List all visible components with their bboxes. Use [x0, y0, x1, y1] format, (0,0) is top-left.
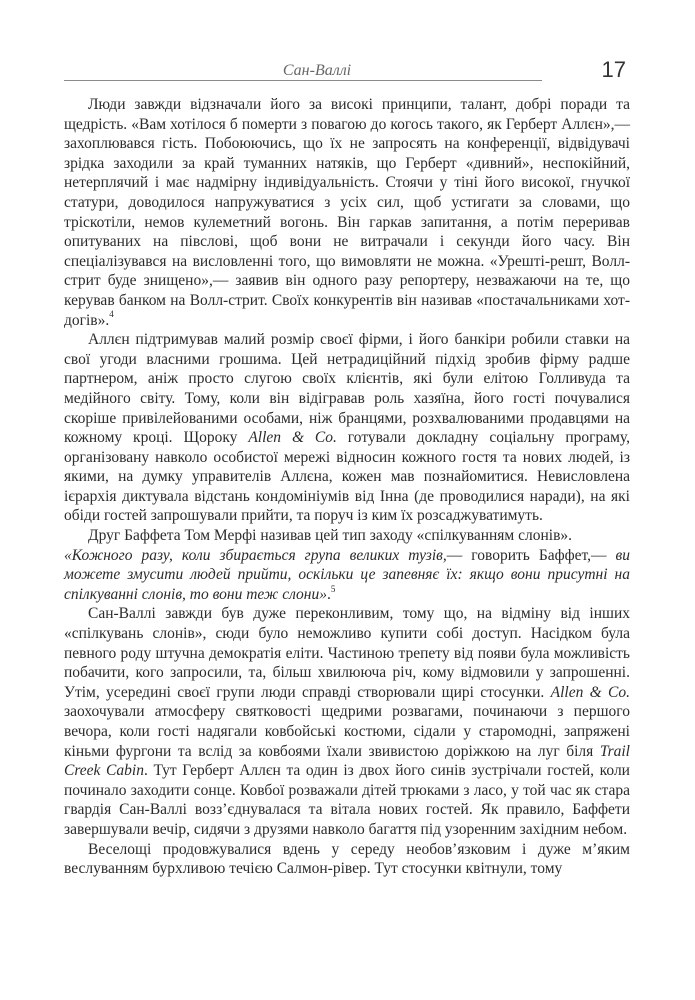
header-rule [64, 80, 542, 81]
italic-text: «Кожного разу, коли збирається група великих тузів, [64, 546, 447, 564]
italic-text: ви можете змусити людей прийти, оскільки це запевняє їх: якщо вони присутні на спілкуванні слонів, то вони теж слони» [64, 546, 630, 603]
text-run: Веселощі продовжувалися вдень у середу необов’язковим і дуже м’яким веслуванням бурхливою течією Салмон-рівер. Тут стосунки квітнули, тому [64, 840, 630, 878]
running-title: Сан-Валлі [282, 62, 352, 79]
footnote-ref: 5 [330, 583, 336, 594]
paragraph [64, 546, 630, 605]
text-run: . Тут Герберт Аллєн та один із двох його синів зустрічали гостей, коли починало заходити сонце. Ковбої розважали дітей трюками з ласо, у той час як стара гвардія Сан-Валлі возз’єднувалася та вітала нових гостей. Як правило, Баффети завершували вечір, сидячи з друзями навколо багаття під узоренним західним небом. [64, 762, 630, 838]
page-number: 17 [601, 57, 626, 82]
paragraph [64, 526, 630, 546]
text-run: . [326, 585, 331, 603]
body-text [64, 95, 630, 879]
paragraph [64, 330, 630, 526]
italic-text: Trail Creek Cabin [64, 742, 630, 780]
text-run: Друг Баффета Том Мерфі називав цей тип заходу «спілкуванням слонів». [88, 527, 573, 545]
text-run: готували докладну соціальну програму, організовану навколо особистої мережі відносин кожного гостя та нових людей, із якими, на думку управителів Аллєна, кожен мав познайомитися. Невисловлена ієрархія диктувала відстань кондомініумів від Інна (де проводилися наради), на які обіди гостей запрошували прийти, та поруч із ким їх розсаджуватимуть. [64, 429, 631, 525]
running-head [64, 0, 630, 80]
text-run: Сан-Валлі завжди був дуже переконливим, тому що, на відміну від інших «спілкувань слонів», сюди було неможливо купити собі доступ. Насідком була певного роду штучна демократія еліти. Частиною трепету від появи була можливість побачити, кого запросили, та, більш хвилююча річ, кому відмовили у запрошенні. Утім, усередині своєї групи люди справді створювали щирі стосунки. [64, 605, 630, 701]
footnote-ref: 4 [109, 309, 114, 320]
paragraph [64, 604, 630, 839]
paragraph [64, 840, 630, 879]
text-run: Аллєн підтримував малий розмір своєї фірми, і його банкіри робили ставки на свої угоди власними грошима. Цей нетрадиційний підхід зробив фірму радше партнером, аніж просто слугою своїх клієнтів, які були елітою Голливуда та медійного світу. Тому, коли він відігравав роль хазяїна, його гості почувалися скоріше привілейованими особами, ніж бранцями, розхвалюваними продавцями на кожному кроці. Щороку [64, 331, 630, 447]
text-run: Люди завжди відзначали його за високі принципи, талант, добрі поради та щедрість. «Вам хотілося б померти з повагою до когось такого, як Герберт Аллєн»,— захоплювався гість. Побоюючись, що їх не запросять на конференції, відвідувачі зрідка заходили за край туманних натяків, що Герберт «дивний», неспокійний, нетерплячий і має надмірну індивідуальність. Стоячи у тіні його високої, гнучкої статури, доводилося напружуватися з усіх сил, щоб устигати за словами, що тріскотіли, немов кулеметний вогонь. Він гаркав запитання, а потім переривав опитуваних на півслові, щоб вони не витрачали і секунди його часу. Він спеціалізувався на висловленні того, що вимовляти не можна. «Урешті-решт, Волл-стрит буде знищено»,— заявив він одного разу репортеру, незважаючи на те, що керував банком на Волл-стрит. Своїх конкурентів він називав «постачальниками хот-догів». [64, 96, 630, 329]
italic-text: Allen & Co. [248, 429, 337, 447]
text-run: заохочували атмосферу святковості щедрими розвагами, починаючи з першого вечора, коли гості надягали ковбойські костюми, сідали у старомодні, запряжені кіньми фургони та вслід за ковбоями їхали звивистою доріжкою на луг біля [64, 703, 630, 760]
italic-text: Allen & Co. [550, 683, 630, 701]
text-run: — говорить Баффет,— [446, 546, 616, 564]
paragraph [64, 95, 630, 330]
